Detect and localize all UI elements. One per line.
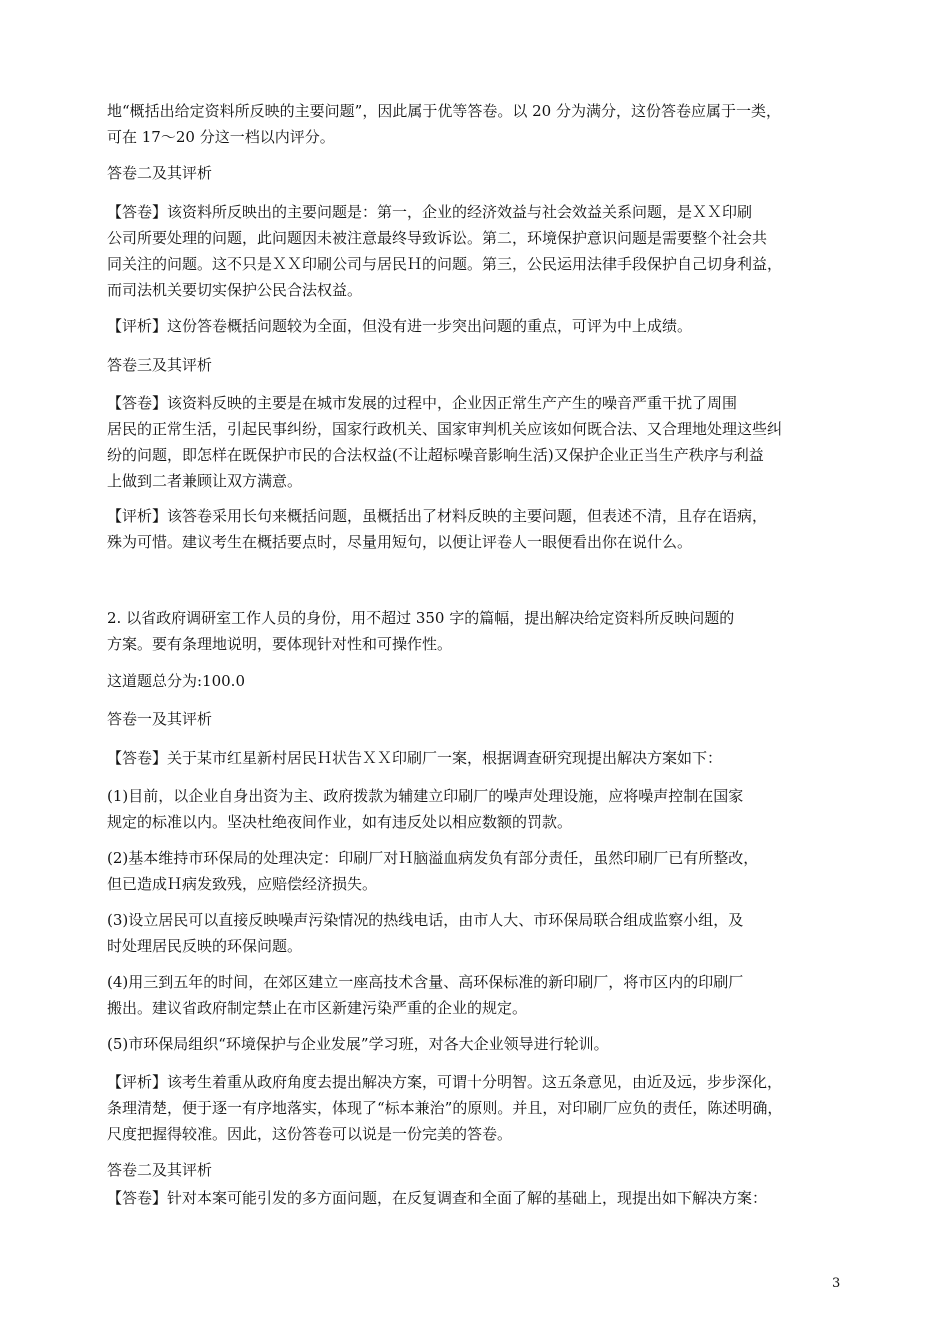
heading-answer-two: 答卷二及其评析 <box>107 164 213 182</box>
paragraph-comment-three: 【评析】该答卷采用长句来概括问题，虽概括出了材料反映的主要问题，但表述不清，且存在语病， 殊为可惜。建议考生在概括要点时，尽量用短句，以便让评卷人一眼便看出你在说什么。 <box>107 507 768 551</box>
list-item-1: (1)目前，以企业自身出资为主、政府拨款为辅建立印刷厂的噪声处理设施，应将噪声控制在国家 规定的标准以内。坚决杜绝夜间作业，如有违反处以相应数额的罚款。 <box>107 787 744 831</box>
paragraph-comment-one: 【评析】该考生着重从政府角度去提出解决方案，可谓十分明智。这五条意见，由近及远，步步深化， 条理清楚，便于逐一有序地落实，体现了“标本兼治”的原则。并且，对印刷厂应负的责任，陈述明确， 尺度把握得较准。因此，这份答卷可以说是一份完美的答卷。 <box>107 1073 783 1143</box>
heading-answer-three: 答卷三及其评析 <box>107 356 213 374</box>
page-number: 3 <box>832 1276 841 1291</box>
heading-answer-two-b: 答卷二及其评析 <box>107 1161 213 1179</box>
list-item-2: (2)基本维持市环保局的处理决定：印刷厂对Ｈ脑溢血病发负有部分责任，虽然印刷厂已有所整改， 但已造成Ｈ病发致残，应赔偿经济损失。 <box>107 849 759 893</box>
list-item-3: (3)设立居民可以直接反映噪声污染情况的热线电话，由市人大、市环保局联合组成监察小组，及 时处理居民反映的环保问题。 <box>107 911 744 955</box>
question-two: 2. 以省政府调研室工作人员的身份，用不超过 350 字的篇幅，提出解决给定资料所反映问题的 方案。要有条理地说明，要体现针对性和可操作性。 <box>107 609 735 653</box>
paragraph-comment-two: 【评析】这份答卷概括问题较为全面，但没有进一步突出问题的重点，可评为中上成绩。 <box>107 317 693 335</box>
heading-answer-one: 答卷一及其评析 <box>107 710 213 728</box>
question-total-score: 这道题总分为:100.0 <box>107 672 245 690</box>
paragraph-answer-two: 【答卷】该资料所反映出的主要问题是：第一，企业的经济效益与社会效益关系问题，是ＸＸ印刷 公司所要处理的问题，此问题因未被注意最终导致诉讼。第二，环境保护意识问题是需要整个社会共 同关注的问题。这不只是ＸＸ印刷公司与居民Ｈ的问题。第三，公民运用法律手段保护自己切身利益， 而司法机关要切实保护公民合法权益。 <box>107 203 783 299</box>
paragraph-grading-continuation: 地“概括出给定资料所反映的主要问题”，因此属于优等答卷。以 20 分为满分，这份答卷应属于一类， 可在 17～20 分这一档以内评分。 <box>107 102 781 146</box>
paragraph-answer-two-b: 【答卷】针对本案可能引发的多方面问题，在反复调查和全面了解的基础上，现提出如下解决方案： <box>107 1189 768 1207</box>
list-item-4: (4)用三到五年的时间，在郊区建立一座高技术含量、高环保标准的新印刷厂，将市区内的印刷厂 搬出。建议省政府制定禁止在市区新建污染严重的企业的规定。 <box>107 973 744 1017</box>
list-item-5: (5)市环保局组织“环境保护与企业发展”学习班，对各大企业领导进行轮训。 <box>107 1035 609 1053</box>
paragraph-answer-one-intro: 【答卷】关于某市红星新村居民Ｈ状告ＸＸ印刷厂一案，根据调查研究现提出解决方案如下： <box>107 749 723 767</box>
paragraph-answer-three: 【答卷】该资料反映的主要是在城市发展的过程中，企业因正常生产产生的噪音严重干扰了周围 居民的正常生活，引起民事纠纷，国家行政机关、国家审判机关应该如何既合法、又合理地处理这些纠 纷的问题，即怎样在既保护市民的合法权益(不让超标噪音影响生活)又保护企业正当生产秩序与利益 上做到二者兼顾让双方满意。 <box>107 394 783 490</box>
